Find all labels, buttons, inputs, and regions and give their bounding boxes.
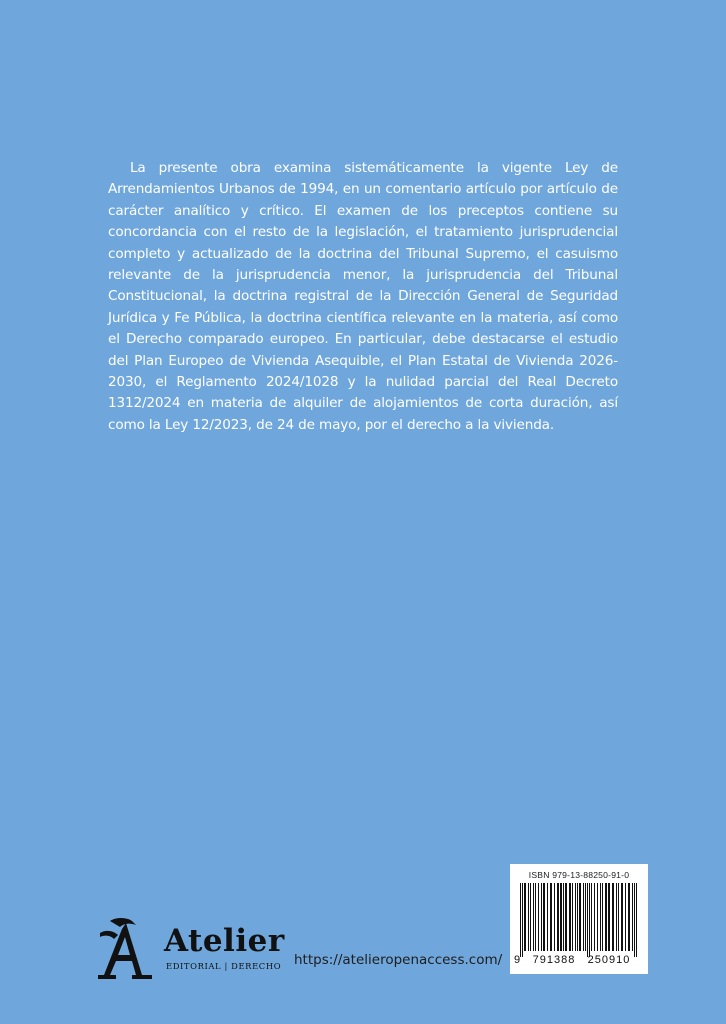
barcode-bar	[520, 883, 521, 957]
barcode-bar	[522, 883, 523, 957]
barcode-bar	[569, 883, 571, 951]
isbn-barcode	[510, 864, 648, 974]
barcode-left-digits: 791388	[532, 954, 576, 966]
publisher-subtitle: EDITORIAL | DERECHO	[166, 961, 282, 971]
barcode-lead-digit: 9	[514, 954, 521, 966]
barcode-bar	[543, 883, 545, 951]
barcode-bar	[618, 883, 619, 951]
barcode-bar	[572, 883, 573, 951]
isbn-label: ISBN 979-13-88250-91-0	[528, 870, 630, 880]
barcode-bar	[533, 883, 534, 951]
barcode-bar	[565, 883, 567, 951]
barcode-bar	[634, 883, 635, 957]
barcode-bar	[583, 883, 584, 951]
barcode-bar	[538, 883, 539, 951]
barcode-bar	[594, 883, 595, 951]
publisher-name: Atelier	[164, 923, 285, 959]
barcode-bar	[612, 883, 614, 951]
barcode-bar	[563, 883, 564, 951]
barcode-bar	[524, 883, 526, 951]
barcode-bar	[616, 883, 617, 951]
barcode-bar	[589, 883, 590, 957]
barcode-bar	[621, 883, 623, 951]
barcode-bar	[528, 883, 529, 951]
barcode-bar	[625, 883, 626, 951]
barcode-bar	[587, 883, 588, 957]
atelier-logo-icon	[96, 915, 160, 981]
barcode-right-digits: 250910	[587, 954, 631, 966]
barcode-bar	[591, 883, 592, 951]
barcode-bar	[602, 883, 603, 951]
barcode-bar	[577, 883, 578, 951]
barcode-bar	[530, 883, 531, 951]
barcode-bar	[550, 883, 552, 951]
barcode-bar	[557, 883, 559, 951]
back-cover-blurb: La presente obra examina sistemáticamente la vigente Ley de Arrendamientos Urbanos de 1994, en un comentario artículo por artículo de carácter analítico y crítico. El examen de los preceptos contiene su concordancia con el resto de la legislación, el tratamiento jurisprudencial completo y actualizado de la doctrina del Tribunal Supremo, el casuismo relevante de la jurisprudencia menor, la jurisprudencia del Tribunal Constitucional, la doctrina registral de la Dirección General de Seguridad Jurídica y Fe Pública, la doctrina científica relevante en la materia, así como el Derecho comparado europeo. En particular, debe destacarse el estudio del Plan Europeo de Vivienda Asequible, el Plan Estatal de Vivienda 2026-2030, el Reglamento 2024/1028 y la nulidad parcial del Real Decreto 1312/2024 en materia de alquiler de alojamientos de corta duración, así como la Ley 12/2023, de 24 de mayo, por el derecho a la vivienda.	[108, 160, 618, 433]
barcode-bar	[554, 883, 555, 951]
barcode-bar	[600, 883, 601, 951]
barcode-bar	[605, 883, 607, 951]
barcode-bar	[632, 883, 633, 951]
barcode-bar	[579, 883, 581, 951]
barcode-bar	[628, 883, 630, 951]
barcode-bar	[560, 883, 562, 951]
barcode-bars	[520, 883, 638, 957]
barcode-bar	[541, 883, 542, 951]
barcode-bar	[547, 883, 548, 951]
barcode-bar	[597, 883, 598, 951]
barcode-bar	[575, 883, 576, 951]
barcode-bar	[585, 883, 586, 951]
barcode-bar	[636, 883, 637, 957]
barcode-bar	[608, 883, 610, 951]
barcode-bar	[535, 883, 536, 951]
publisher-url-link[interactable]: https://atelieropenaccess.com/	[294, 952, 503, 968]
